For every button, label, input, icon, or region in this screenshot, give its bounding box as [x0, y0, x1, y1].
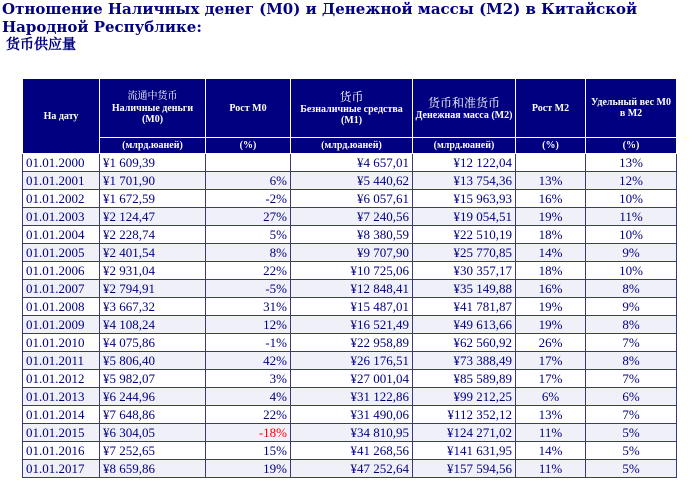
cell-m0: ¥1 701,90 [100, 172, 206, 190]
cell-m1: ¥34 810,95 [291, 424, 413, 442]
cell-m0-growth [206, 154, 291, 172]
table-row [23, 190, 677, 208]
cell-m0-growth: 27% [206, 208, 291, 226]
cell-m2: ¥41 781,87 [413, 298, 516, 316]
cell-share: 8% [586, 280, 677, 298]
cell-m0: ¥1 672,59 [100, 190, 206, 208]
cell-m2-growth: 26% [516, 334, 586, 352]
table-row [23, 370, 677, 388]
table-row [23, 406, 677, 424]
cell-m2-growth: 16% [516, 280, 586, 298]
cell-m0: ¥7 252,65 [100, 442, 206, 460]
header-m2-cn: 货币和准货币 [427, 95, 500, 110]
cell-m0-growth: 22% [206, 262, 291, 280]
cell-m0-growth: 6% [206, 172, 291, 190]
cell-m0: ¥2 401,54 [100, 244, 206, 262]
cell-m2: ¥35 149,88 [413, 280, 516, 298]
cell-m0-growth: -1% [206, 334, 291, 352]
cell-share: 6% [586, 388, 677, 406]
cell-m2-growth: 11% [516, 460, 586, 478]
cell-share: 12% [586, 172, 677, 190]
cell-date: 01.01.2004 [23, 226, 100, 244]
table-row [23, 244, 677, 262]
cell-m0-growth: 8% [206, 244, 291, 262]
cell-m2: ¥13 754,36 [413, 172, 516, 190]
cell-date: 01.01.2000 [23, 154, 100, 172]
cell-m2-growth: 17% [516, 352, 586, 370]
cell-m2-growth: 11% [516, 424, 586, 442]
cell-m2: ¥157 594,56 [413, 460, 516, 478]
cell-date: 01.01.2011 [23, 352, 100, 370]
cell-m0-growth: 19% [206, 460, 291, 478]
header-m0-growth: Рост М0 [206, 79, 291, 138]
cell-share: 9% [586, 298, 677, 316]
table-row [23, 172, 677, 190]
cell-m0: ¥2 794,91 [100, 280, 206, 298]
cell-m2: ¥112 352,12 [413, 406, 516, 424]
cell-m1: ¥41 268,56 [291, 442, 413, 460]
cell-m0: ¥1 609,39 [100, 154, 206, 172]
cell-m1: ¥4 657,01 [291, 154, 413, 172]
cell-m2: ¥73 388,49 [413, 352, 516, 370]
cell-date: 01.01.2013 [23, 388, 100, 406]
unit-m0-growth: (%) [206, 138, 291, 154]
cell-m1: ¥10 725,06 [291, 262, 413, 280]
cell-m0: ¥4 108,24 [100, 316, 206, 334]
unit-m2-growth: (%) [516, 138, 586, 154]
unit-share: (%) [586, 138, 677, 154]
cell-m2-growth: 16% [516, 190, 586, 208]
cell-share: 5% [586, 460, 677, 478]
header-date: На дату [23, 79, 100, 154]
cell-m1: ¥7 240,56 [291, 208, 413, 226]
table-row [23, 424, 677, 442]
cell-m0-growth: 22% [206, 406, 291, 424]
cell-m0-growth: -18% [206, 424, 291, 442]
cell-m0: ¥3 667,32 [100, 298, 206, 316]
cell-m2-growth [516, 154, 586, 172]
cell-m0: ¥5 806,40 [100, 352, 206, 370]
cell-m0: ¥2 124,47 [100, 208, 206, 226]
money-supply-table [22, 78, 677, 478]
cell-m2: ¥22 510,19 [413, 226, 516, 244]
cell-m1: ¥26 176,51 [291, 352, 413, 370]
cell-share: 5% [586, 424, 677, 442]
cell-m0-growth: 42% [206, 352, 291, 370]
table-header-row [23, 79, 677, 138]
header-share: Удельный вес М0 в М2 [586, 79, 677, 138]
cell-date: 01.01.2006 [23, 262, 100, 280]
cell-share: 10% [586, 226, 677, 244]
cell-share: 8% [586, 316, 677, 334]
header-m2 [413, 79, 516, 138]
unit-m1: (млрд.юаней) [291, 138, 413, 154]
cell-m1: ¥16 521,49 [291, 316, 413, 334]
cell-m0-growth: 31% [206, 298, 291, 316]
cell-date: 01.01.2001 [23, 172, 100, 190]
page-subtitle: 货币供应量 [6, 37, 76, 53]
table-row [23, 298, 677, 316]
cell-m2-growth: 13% [516, 172, 586, 190]
cell-m2-growth: 14% [516, 244, 586, 262]
cell-m1: ¥31 490,06 [291, 406, 413, 424]
page-title: Отношение Наличных денег (М0) и Денежной массы (М2) в Китайской Народной Республике: [2, 0, 638, 36]
cell-share: 7% [586, 370, 677, 388]
header-m1-cn: 货币 [339, 90, 364, 104]
cell-share: 10% [586, 190, 677, 208]
cell-m2-growth: 19% [516, 316, 586, 334]
table-units-row [23, 138, 677, 154]
cell-m0-growth: 4% [206, 388, 291, 406]
table-row [23, 352, 677, 370]
cell-date: 01.01.2009 [23, 316, 100, 334]
cell-m2-growth: 14% [516, 442, 586, 460]
cell-share: 10% [586, 262, 677, 280]
cell-m2: ¥30 357,17 [413, 262, 516, 280]
cell-m2: ¥15 963,93 [413, 190, 516, 208]
cell-m2: ¥85 589,89 [413, 370, 516, 388]
cell-m1: ¥12 848,41 [291, 280, 413, 298]
header-m2-growth: Рост М2 [516, 79, 586, 138]
header-m2-ru: Денежная масса (М2) [415, 109, 513, 121]
table-row [23, 262, 677, 280]
cell-m2: ¥49 613,66 [413, 316, 516, 334]
cell-m0: ¥2 931,04 [100, 262, 206, 280]
cell-share: 13% [586, 154, 677, 172]
table-row [23, 208, 677, 226]
cell-date: 01.01.2003 [23, 208, 100, 226]
cell-share: 8% [586, 352, 677, 370]
cell-share: 11% [586, 208, 677, 226]
cell-m2-growth: 17% [516, 370, 586, 388]
cell-m0: ¥6 244,96 [100, 388, 206, 406]
cell-date: 01.01.2005 [23, 244, 100, 262]
cell-date: 01.01.2016 [23, 442, 100, 460]
cell-m1: ¥8 380,59 [291, 226, 413, 244]
table-body [23, 154, 677, 478]
table-row [23, 334, 677, 352]
cell-share: 5% [586, 442, 677, 460]
cell-m0: ¥8 659,86 [100, 460, 206, 478]
cell-date: 01.01.2014 [23, 406, 100, 424]
table-row [23, 442, 677, 460]
cell-share: 7% [586, 334, 677, 352]
cell-m2: ¥25 770,85 [413, 244, 516, 262]
cell-m2-growth: 18% [516, 262, 586, 280]
cell-m2-growth: 13% [516, 406, 586, 424]
table-row [23, 226, 677, 244]
cell-m0-growth: 5% [206, 226, 291, 244]
cell-share: 9% [586, 244, 677, 262]
cell-m1: ¥5 440,62 [291, 172, 413, 190]
cell-m2: ¥12 122,04 [413, 154, 516, 172]
cell-m1: ¥6 057,61 [291, 190, 413, 208]
cell-date: 01.01.2008 [23, 298, 100, 316]
table-row [23, 460, 677, 478]
cell-m1: ¥22 958,89 [291, 334, 413, 352]
cell-m2: ¥141 631,95 [413, 442, 516, 460]
cell-m1: ¥15 487,01 [291, 298, 413, 316]
cell-m0: ¥5 982,07 [100, 370, 206, 388]
cell-m2: ¥99 212,25 [413, 388, 516, 406]
cell-m0-growth: 15% [206, 442, 291, 460]
cell-m1: ¥31 122,86 [291, 388, 413, 406]
cell-m2: ¥19 054,51 [413, 208, 516, 226]
cell-m2-growth: 18% [516, 226, 586, 244]
header-m0-ru: Наличные деньги (М0) [111, 103, 194, 125]
cell-m1: ¥47 252,64 [291, 460, 413, 478]
cell-m0: ¥2 228,74 [100, 226, 206, 244]
table-row [23, 280, 677, 298]
header-m1-ru: Безналичные средства (М1) [300, 104, 403, 126]
cell-m2-growth: 19% [516, 208, 586, 226]
cell-m1: ¥27 001,04 [291, 370, 413, 388]
cell-m2: ¥124 271,02 [413, 424, 516, 442]
header-m0-cn: 流通中货币 [127, 91, 178, 102]
cell-m0: ¥7 648,86 [100, 406, 206, 424]
cell-m2: ¥62 560,92 [413, 334, 516, 352]
table-row [23, 154, 677, 172]
cell-m0: ¥4 075,86 [100, 334, 206, 352]
unit-m0: (млрд.юаней) [100, 138, 206, 154]
cell-date: 01.01.2012 [23, 370, 100, 388]
cell-m2-growth: 6% [516, 388, 586, 406]
header-m0 [100, 79, 206, 138]
cell-m0-growth: -5% [206, 280, 291, 298]
cell-m1: ¥9 707,90 [291, 244, 413, 262]
cell-m0-growth: 3% [206, 370, 291, 388]
cell-m0: ¥6 304,05 [100, 424, 206, 442]
cell-date: 01.01.2002 [23, 190, 100, 208]
cell-m0-growth: -2% [206, 190, 291, 208]
cell-date: 01.01.2007 [23, 280, 100, 298]
cell-date: 01.01.2015 [23, 424, 100, 442]
cell-share: 7% [586, 406, 677, 424]
table-row [23, 316, 677, 334]
cell-date: 01.01.2017 [23, 460, 100, 478]
cell-m0-growth: 12% [206, 316, 291, 334]
header-m1 [291, 79, 413, 138]
cell-m2-growth: 19% [516, 298, 586, 316]
cell-date: 01.01.2010 [23, 334, 100, 352]
unit-m2: (млрд.юаней) [413, 138, 516, 154]
table-row [23, 388, 677, 406]
